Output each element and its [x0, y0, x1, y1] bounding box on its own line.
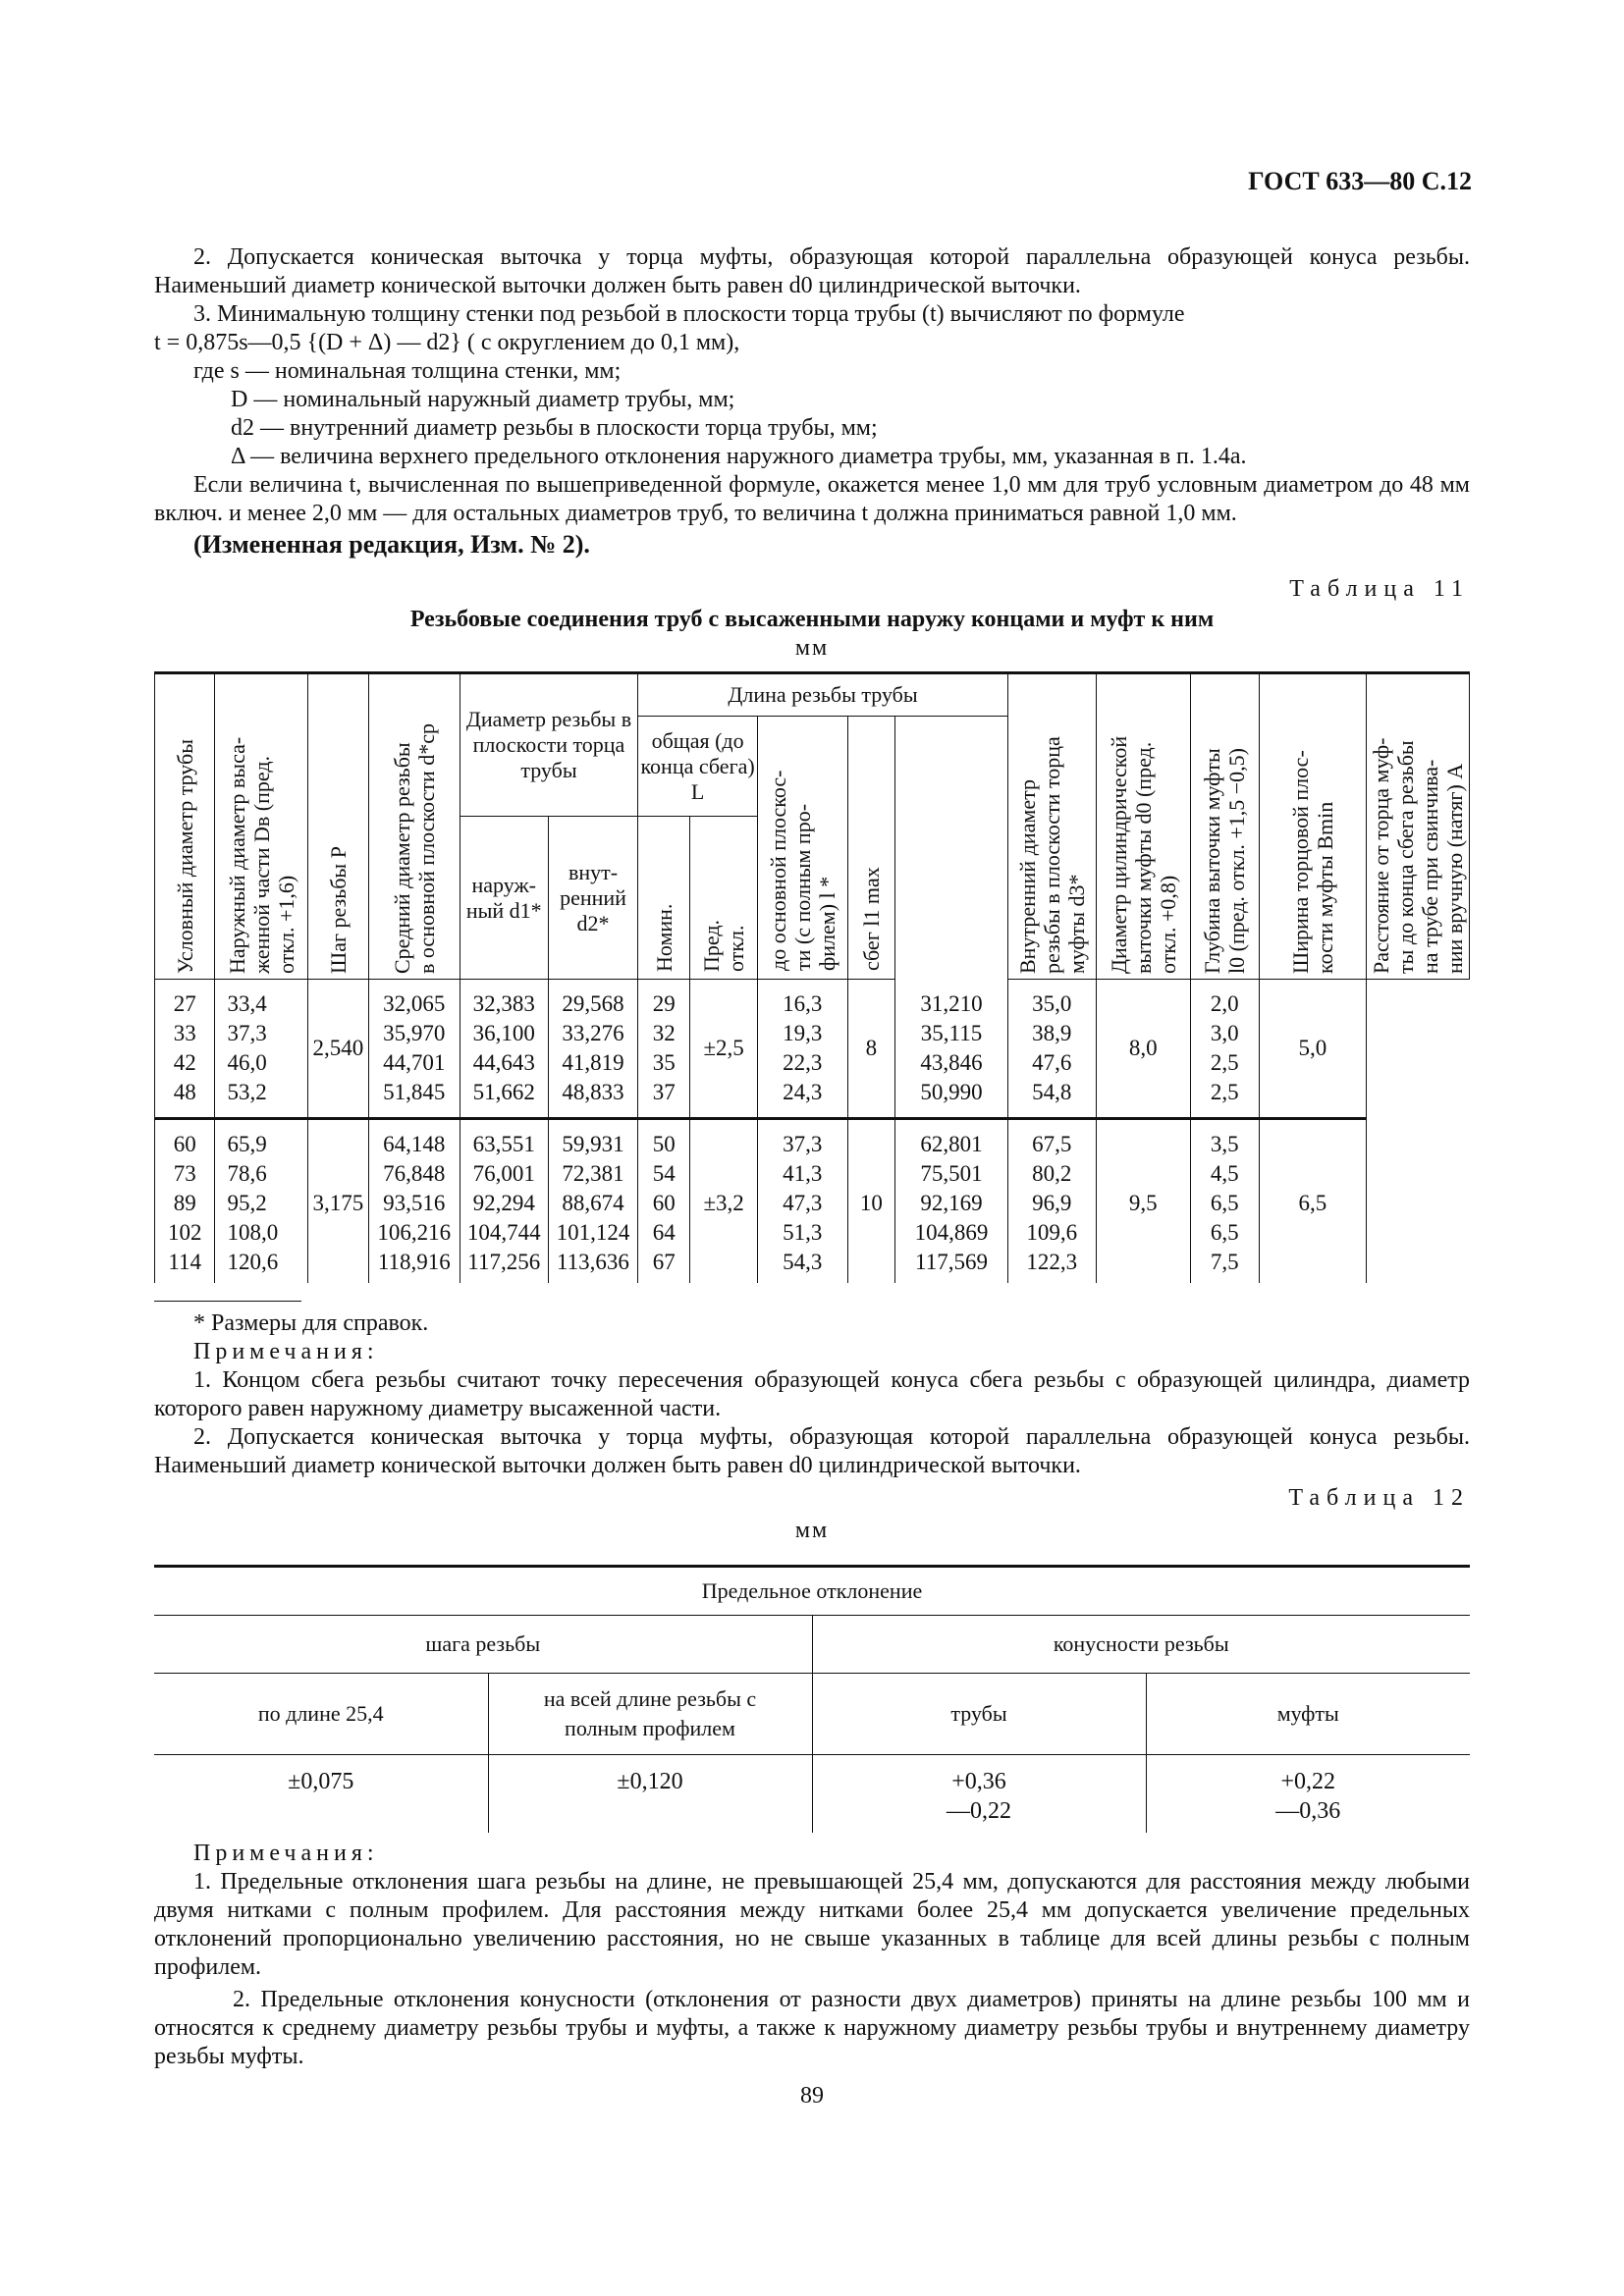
- table-cell: 3,5 4,5 6,5 6,5 7,5: [1190, 1119, 1259, 1284]
- table-cell: 5,0: [1259, 980, 1366, 1119]
- table-cell: 8: [847, 980, 895, 1119]
- header-cell: Средний диаметр резьбы в основной плоскости d*ср: [368, 673, 460, 980]
- page-number: 89: [800, 2083, 824, 2109]
- table-title: Резьбовые соединения труб с высаженными наружу концами и муфт к ним: [409, 607, 1215, 632]
- paragraph: Если величина t, вычисленная по вышеприведенной формуле, окажется менее 1,0 мм для труб условным диаметром до 48 мм включ. и менее 2,0 мм — для остальных диаметров труб, то величина t должна приниматься равной 1,0 мм.: [154, 472, 1470, 526]
- table-unit: мм: [794, 635, 830, 661]
- header-cell: Шаг резьбы P: [307, 673, 368, 980]
- header-cell: Диаметр цилиндрической выточки муфты d0 (пред. откл. +0,8): [1096, 673, 1190, 980]
- note: 1. Предельные отклонения шага резьбы на длине, не превышающей 25,4 мм, допускаются для расстояния между любыми двумя нитками с полным профилем. Для расстояния между нитками более 25,4 мм допускается увеличение предельных отклонений пропорционально увеличению расстояния, но не свыше указанных в таблице для всей длины резьбы с полным профилем.: [154, 1869, 1470, 1980]
- table11-notes: [154, 1309, 1470, 1545]
- amendment-note: (Измененная редакция, Изм. № 2).: [193, 530, 590, 559]
- page-header: ГОСТ 633—80 С.12: [1248, 167, 1472, 195]
- header-cell: Ширина торцовой плос- кости муфты Bmin: [1259, 673, 1366, 980]
- table-label: Таблица 12: [1288, 1485, 1470, 1511]
- header-cell: Предельное отклонение: [154, 1567, 1470, 1616]
- paragraph: 3. Минимальную толщину стенки под резьбой в плоскости торца трубы (t) вычисляют по формуле: [193, 301, 1185, 327]
- header-cell: Диаметр резьбы в плоскости торца трубы: [460, 673, 637, 817]
- header-cell: Наружный диаметр выса- женной части Dв (пред. откл. +1,6): [215, 673, 307, 980]
- note: 2. Допускается коническая выточка у торца муфты, образующая которой параллельна образующей конуса резьбы. Наименьший диаметр конической выточки должен быть равен d0 цилиндрической выточки.: [154, 1424, 1470, 1478]
- table-cell: ±0,075: [288, 1769, 354, 1794]
- table-row: [155, 980, 1470, 1119]
- intro-text: [154, 243, 1470, 559]
- note: 1. Концом сбега резьбы считают точку пересечения образующей конуса сбега резьбы с образующей цилиндра, диаметр которого равен наружному диаметру высаженной части.: [154, 1367, 1470, 1421]
- header-cell: Длина резьбы трубы: [638, 673, 1008, 717]
- table-cell: 9,5: [1096, 1119, 1190, 1284]
- table-cell: 3,175: [307, 1119, 368, 1284]
- notes-title: Примечания:: [193, 1841, 379, 1866]
- table-cell: 27 33 42 48: [155, 980, 215, 1119]
- header-cell: на всей длине резьбы с полным профилем: [488, 1674, 812, 1755]
- notes-title: Примечания:: [193, 1339, 379, 1364]
- table-cell: 59,931 72,381 88,674 101,124 113,636: [548, 1119, 637, 1284]
- header-cell: Номин.: [638, 817, 690, 980]
- table-cell: 32,065 35,970 44,701 51,845: [368, 980, 460, 1119]
- table-cell: 67,5 80,2 96,9 109,6 122,3: [1007, 1119, 1096, 1284]
- table-row: [155, 1119, 1470, 1284]
- table-cell: ±3,2: [690, 1119, 758, 1284]
- table-cell: 32,383 36,100 44,643 51,662: [460, 980, 548, 1119]
- table-cell: 33,4 37,3 46,0 53,2: [215, 980, 307, 1119]
- table-cell: 29,568 33,276 41,819 48,833: [548, 980, 637, 1119]
- table-cell: 60 73 89 102 114: [155, 1119, 215, 1284]
- header-cell: общая (до конца сбега) L: [638, 717, 758, 817]
- table-cell: 29 32 35 37: [638, 980, 690, 1119]
- table-cell: 62,801 75,501 92,169 104,869 117,569: [895, 1119, 1008, 1284]
- header-cell: наруж-ный d1*: [460, 817, 548, 980]
- table11-caption: [154, 575, 1470, 663]
- table-cell: ±2,5: [690, 980, 758, 1119]
- header-cell: до основной плоскос- ти (с полным про- филем) l *: [757, 717, 847, 980]
- header-cell: муфты: [1146, 1674, 1470, 1755]
- table-unit: мм: [794, 1518, 830, 1543]
- table-cell: 63,551 76,001 92,294 104,744 117,256: [460, 1119, 548, 1284]
- table-cell: 50 54 60 64 67: [638, 1119, 690, 1284]
- definition: d2 — внутренний диаметр резьбы в плоскости торца трубы, мм;: [231, 415, 878, 441]
- table12-notes: [154, 1840, 1470, 2071]
- table-cell: 65,9 78,6 95,2 108,0 120,6: [215, 1119, 307, 1284]
- definition: где s — номинальная толщина стенки, мм;: [193, 358, 622, 384]
- header-cell: Расстояние от торца муф- ты до конца сбега резьбы на трубе при свинчива- нии вручную (натяг) A: [1367, 673, 1470, 980]
- table-cell: +0,22 —0,36: [1146, 1755, 1470, 1834]
- table-cell: 37,3 41,3 47,3 51,3 54,3: [757, 1119, 847, 1284]
- header-cell: шага резьбы: [154, 1616, 812, 1674]
- table-cell: 2,0 3,0 2,5 2,5: [1190, 980, 1259, 1119]
- table-cell: ±0,120: [488, 1755, 812, 1834]
- table-row: [154, 1755, 1470, 1834]
- header-cell: Условный диаметр трубы: [155, 673, 215, 980]
- table-11: [154, 671, 1470, 1283]
- table-cell: 2,540: [307, 980, 368, 1119]
- header-cell: сбег l1 max: [847, 717, 895, 980]
- table-cell: 6,5: [1259, 1119, 1366, 1284]
- definition: Δ — величина верхнего предельного отклонения наружного диаметра трубы, мм, указанная в п. 1.4а.: [231, 444, 1247, 469]
- table-cell: 16,3 19,3 22,3 24,3: [757, 980, 847, 1119]
- header-cell: конусности резьбы: [812, 1616, 1470, 1674]
- definition: D — номинальный наружный диаметр трубы, мм;: [231, 387, 735, 412]
- table-cell: +0,36 —0,22: [812, 1755, 1146, 1834]
- footnote-rule: [154, 1301, 301, 1302]
- header-cell: по длине 25,4: [154, 1674, 488, 1755]
- table-cell: 8,0: [1096, 980, 1190, 1119]
- header-cell: Пред. откл.: [690, 817, 758, 980]
- table-12: [154, 1565, 1470, 1833]
- header-cell: Внутренний диаметр резьбы в плоскости торца муфты d3*: [1007, 673, 1096, 980]
- table-cell: 64,148 76,848 93,516 106,216 118,916: [368, 1119, 460, 1284]
- formula: t = 0,875s—0,5 {(D + Δ) — d2} ( с округлением до 0,1 мм),: [154, 330, 740, 355]
- table-cell: 31,210 35,115 43,846 50,990: [895, 980, 1008, 1119]
- table-label: Таблица 11: [1289, 576, 1470, 602]
- header-cell: Глубина выточки муфты l0 (пред. откл. +1,5 −0,5): [1190, 673, 1259, 980]
- paragraph: 2. Допускается коническая выточка у торца муфты, образующая которой параллельна образующей конуса резьбы. Наименьший диаметр конической выточки должен быть равен d0 цилиндрической выточки.: [154, 244, 1470, 298]
- header-cell: трубы: [812, 1674, 1146, 1755]
- table-cell: 35,0 38,9 47,6 54,8: [1007, 980, 1096, 1119]
- table-cell: 10: [847, 1119, 895, 1284]
- header-cell: внут-ренний d2*: [548, 817, 637, 980]
- footnote: * Размеры для справок.: [193, 1310, 429, 1336]
- note: 2. Предельные отклонения конусности (отклонения от разности двух диаметров) приняты на длине резьбы 100 мм и относятся к среднему диаметру резьбы трубы и муфты, а также к наружному диаметру резьбы трубы и внутреннему диаметру резьбы муфты.: [154, 1987, 1470, 2069]
